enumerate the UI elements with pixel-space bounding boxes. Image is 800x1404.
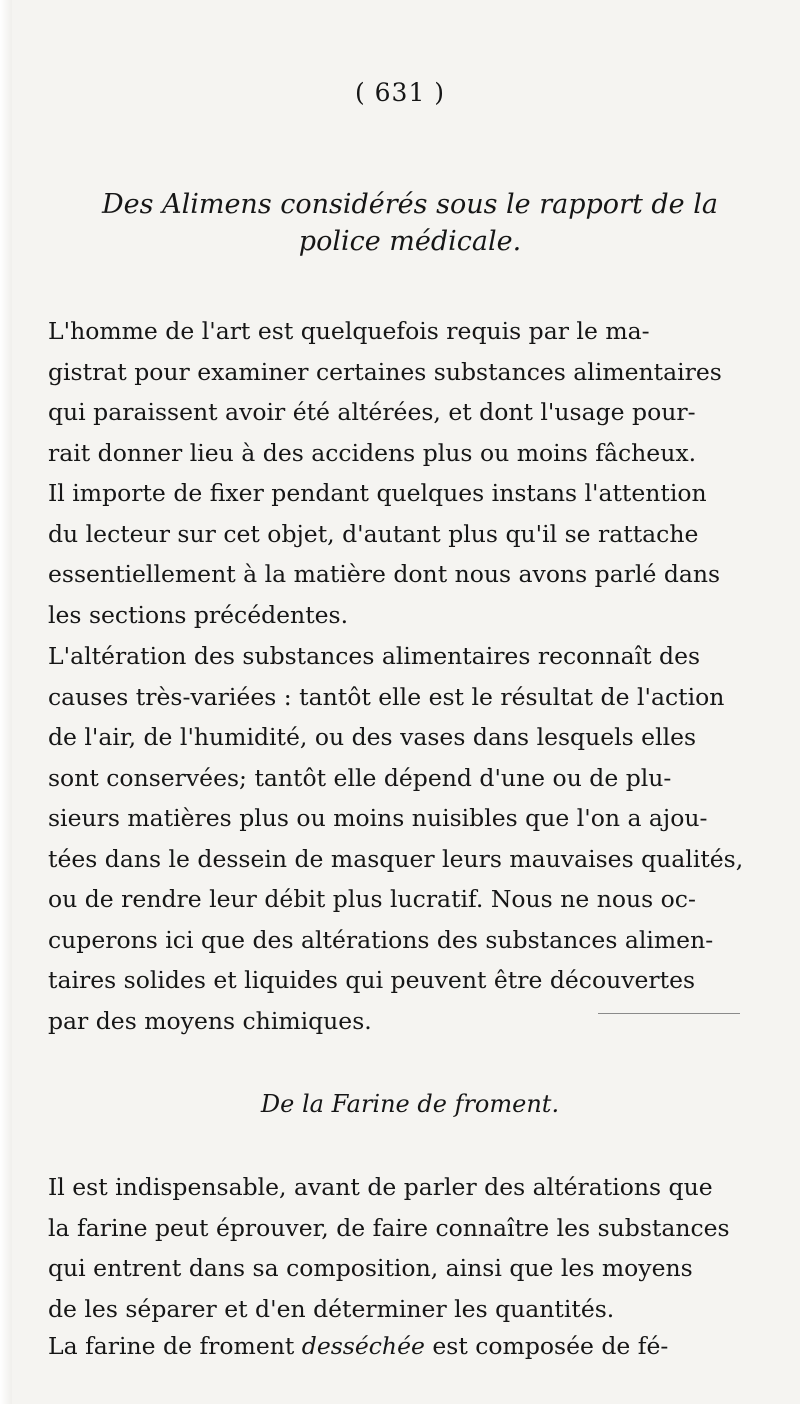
paragraph-text: est composée de fé- [424,1332,669,1360]
paragraph-line: L'homme de l'art est quelquefois requis par le ma- [48,317,650,345]
paragraph-line: les sections précédentes. [48,600,349,629]
paragraph-line: rait donner lieu à des accidens plus ou moins fâcheux. [48,438,697,467]
section-title-line-1: Des Alimens considérés sous le rapport de la [102,189,718,220]
paragraph-line: qui paraissent avoir été altérées, et dont l'usage pour- [48,398,696,426]
paragraph-line: causes très-variées : tantôt elle est le résultat de l'action [48,682,725,711]
paragraph-2 [48,636,744,1041]
paragraph-line: essentiellement à la matière dont nous avons parlé dans [48,560,721,588]
section-title [70,186,750,260]
paragraph-text: La farine de froment [48,1332,302,1360]
page-number: ( 631 ) [354,78,446,107]
paragraph-line: de les séparer et d'en déterminer les quantités. [48,1294,615,1323]
footnote-rule [598,1013,740,1014]
paragraph-4 [48,1326,744,1367]
paragraph-line: par des moyens chimiques. [48,1006,372,1035]
paragraph-line: cuperons ici que des altérations des substances alimen- [48,925,714,954]
paragraph-line [48,1326,744,1367]
paragraph-3 [48,1167,744,1329]
paragraph-line: taires solides et liquides qui peuvent être découvertes [48,966,696,994]
paragraph-line: qui entrent dans sa composition, ainsi que les moyens [48,1254,693,1282]
emphasized-word: desséchée [301,1332,425,1360]
paragraph-line: Il est indispensable, avant de parler des altérations que [48,1173,713,1201]
paragraph-line: de l'air, de l'humidité, ou des vases dans lesquels elles [48,723,697,751]
paragraph-line: sont conservées; tantôt elle dépend d'une ou de plu- [48,763,672,792]
paragraph-1 [48,311,744,635]
paragraph-line: la farine peut éprouver, de faire connaître les substances [48,1213,730,1242]
paragraph-line: ou de rendre leur débit plus lucratif. Nous ne nous oc- [48,885,696,913]
subsection-title: De la Farine de froment. [260,1090,560,1118]
paragraph-line: Il importe de fixer pendant quelques instans l'attention [48,479,707,507]
page-spine-shadow [0,0,12,1404]
paragraph-line: sieurs matières plus ou moins nuisibles que l'on a ajou- [48,804,708,832]
paragraph-line: L'altération des substances alimentaires reconnaît des [48,642,701,670]
paragraph-line: du lecteur sur cet objet, d'autant plus qu'il se rattache [48,519,699,548]
paragraph-line: tées dans le dessein de masquer leurs mauvaises qualités, [48,844,744,873]
section-title-line-2: police médicale. [298,226,522,257]
paragraph-line: gistrat pour examiner certaines substances alimentaires [48,357,722,386]
